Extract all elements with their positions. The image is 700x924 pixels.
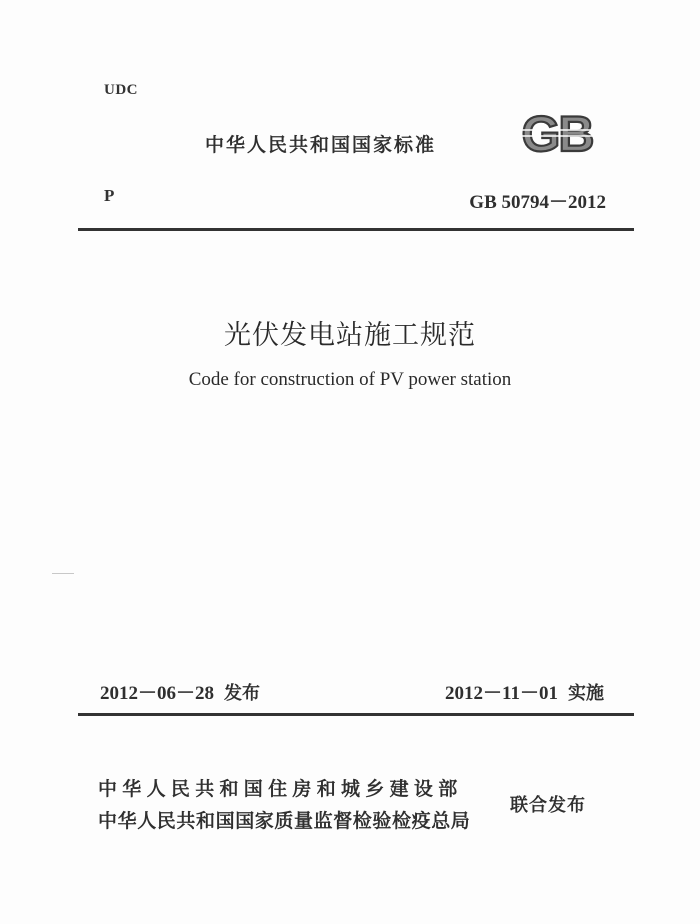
- udc-label: UDC: [104, 82, 138, 98]
- implementation-date-label: 实施: [568, 683, 604, 704]
- gb-logo: [508, 106, 606, 160]
- bottom-divider: [78, 713, 634, 716]
- scan-mark: [52, 573, 74, 574]
- issue-date: [100, 678, 260, 705]
- implementation-date: [445, 678, 604, 705]
- joint-issue-label: 联合发布: [510, 795, 586, 816]
- standard-type-heading: 中华人民共和国国家标准: [205, 134, 437, 156]
- standard-number: GB 50794－2012: [469, 192, 606, 213]
- title-chinese: 光伏发电站施工规范: [224, 320, 476, 351]
- implementation-date-value: 2012－11－01: [445, 683, 558, 704]
- issue-date-label: 发布: [224, 683, 261, 704]
- issuer-aqsiq: 中华人民共和国国家质量监督检验检疫总局: [98, 810, 471, 832]
- title-english: Code for construction of PV power station: [188, 369, 512, 390]
- category-code: P: [104, 186, 115, 205]
- issue-date-value: 2012－06－28: [100, 683, 215, 704]
- issuer-ministry-housing: 中华人民共和国住房和城乡建设部: [98, 778, 463, 800]
- gb-logo-text: GB: [521, 106, 593, 160]
- top-divider: [78, 228, 634, 231]
